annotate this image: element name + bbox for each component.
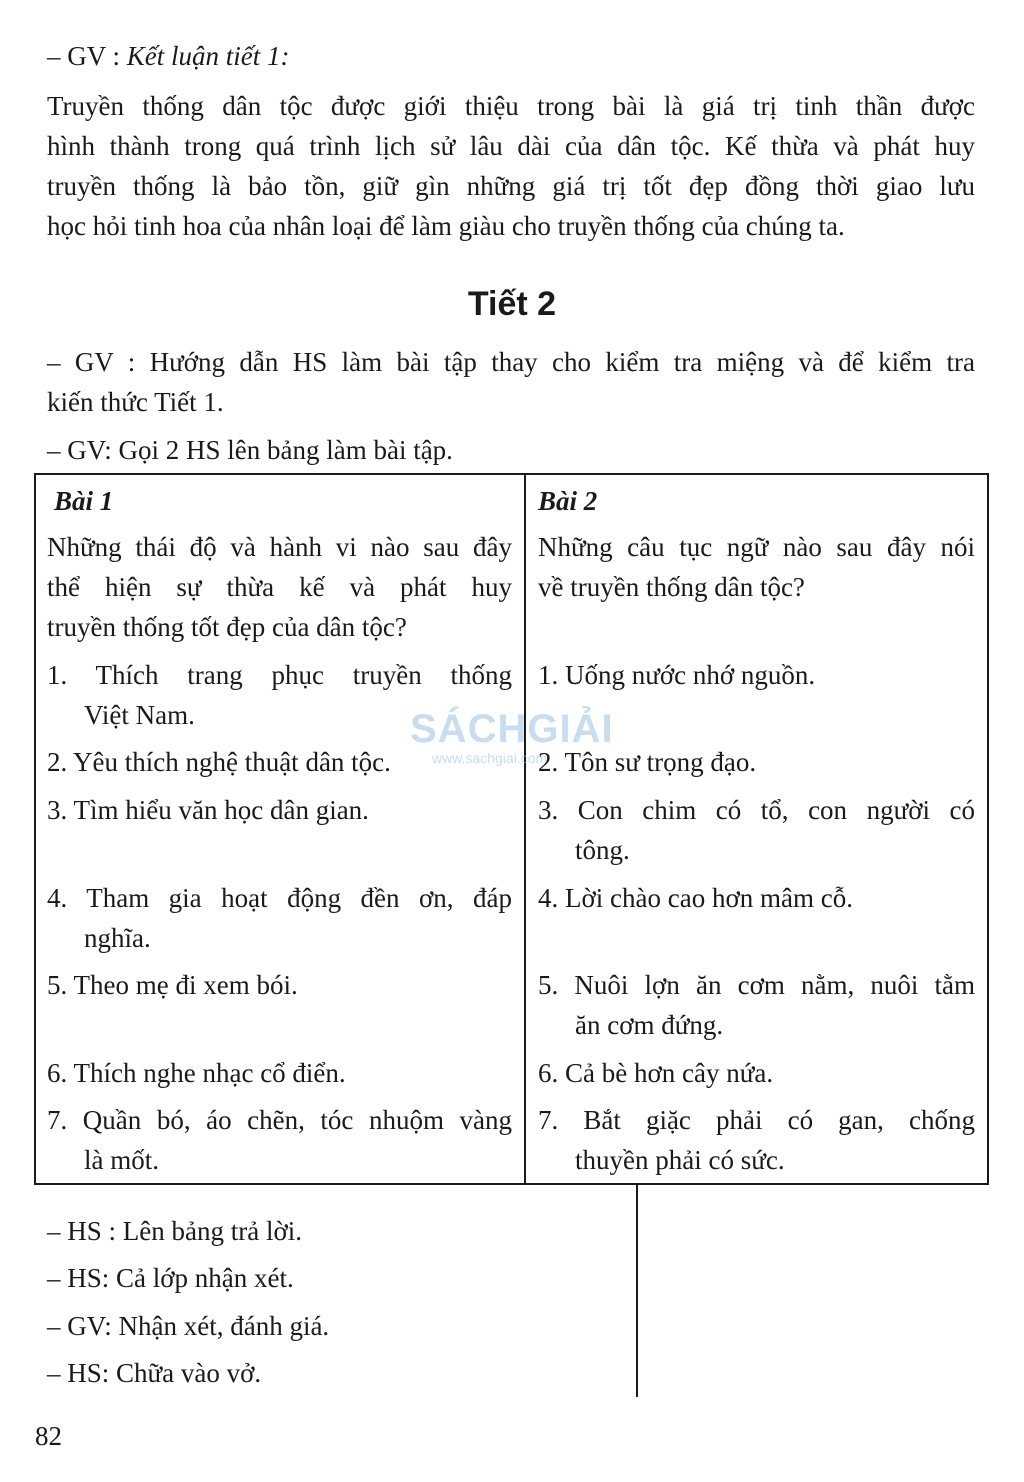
question-line: truyền thống tốt đẹp của dân tộc? (47, 612, 407, 642)
exercise-2-item-7-cont: thuyền phải có sức. (575, 1145, 785, 1175)
conclusion-line: học hỏi tinh hoa của nhân loại để làm giàu cho truyền thống của chúng ta. (47, 211, 845, 241)
gv-conclusion-label (47, 36, 975, 76)
watermark-url: www.sachgiai.com (432, 750, 548, 766)
conclusion-line: truyền thống là bảo tồn, giữ gìn những giá trị tốt đẹp đồng thời giao lưu (47, 171, 975, 201)
page-number: 82 (35, 1421, 62, 1451)
exercise-1-question (47, 527, 512, 647)
conclusion-line: hình thành trong quá trình lịch sử lâu dài của dân tộc. Kế thừa và phát huy (47, 131, 975, 161)
exercise-2-item-1: 1. Uống nước nhớ nguồn. (538, 660, 816, 690)
exercise-1-item-6: 6. Thích nghe nhạc cổ điển. (47, 1058, 346, 1088)
exercise-1-item-2: 2. Yêu thích nghệ thuật dân tộc. (47, 747, 391, 777)
exercise-1-header: Bài 1 (54, 486, 114, 516)
exercise-2-question (538, 527, 975, 607)
exercise-2-item-5-cont: ăn cơm đứng. (575, 1010, 724, 1040)
exercise-1-item-7-cont: là mốt. (84, 1145, 159, 1175)
table-border-bottom (34, 1183, 989, 1185)
section-title: Tiết 2 (467, 285, 557, 323)
question-line: Những thái độ và hành vi nào sau đây (47, 532, 512, 562)
table-border-top (34, 473, 989, 475)
exercise-1-item-4: 4. Tham gia hoạt động đền ơn, đáp (47, 883, 512, 913)
exercise-2-header: Bài 2 (538, 486, 598, 516)
exercise-1-item-5: 5. Theo mẹ đi xem bói. (47, 970, 298, 1000)
exercise-1-item-7: 7. Quần bó, áo chẽn, tóc nhuộm vàng (47, 1105, 512, 1135)
question-line: thể hiện sự thừa kế và phát huy (47, 572, 512, 602)
exercise-2-item-6: 6. Cả bè hơn cây nứa. (538, 1058, 774, 1088)
gv-conclusion-italic: Kết luận tiết 1: (126, 41, 290, 71)
exercise-2-item-4: 4. Lời chào cao hơn mâm cỗ. (538, 883, 853, 913)
exercise-2-item-7: 7. Bắt giặc phải có gan, chống (538, 1105, 975, 1135)
question-line: Những câu tục ngữ nào sau đây nói (538, 532, 975, 562)
after-line: – HS : Lên bảng trả lời. (47, 1216, 302, 1246)
instruction-line: kiến thức Tiết 1. (47, 387, 224, 417)
conclusion-line: Truyền thống dân tộc được giới thiệu trong bài là giá trị tinh thần được (47, 91, 975, 121)
table-divider (524, 473, 526, 1185)
exercise-2-item-5: 5. Nuôi lợn ăn cơm nằm, nuôi tằm (538, 970, 975, 1000)
call-students-line: – GV: Gọi 2 HS lên bảng làm bài tập. (47, 435, 453, 465)
exercise-2-item-2: 2. Tôn sư trọng đạo. (538, 747, 757, 777)
after-line: – HS: Cả lớp nhận xét. (47, 1263, 294, 1293)
exercise-2-item-3: 3. Con chim có tổ, con người có (538, 795, 975, 825)
exercise-1-item-1: 1. Thích trang phục truyền thống (47, 660, 512, 690)
instruction-line: – GV : Hướng dẫn HS làm bài tập thay cho kiểm tra miệng và để kiểm tra (47, 347, 975, 377)
exercise-1-item-3: 3. Tìm hiểu văn học dân gian. (47, 795, 369, 825)
watermark-brand: SÁCHGIẢI (410, 707, 614, 751)
table-border-right (987, 473, 989, 1185)
exercise-2-item-3-cont: tông. (575, 835, 630, 865)
table-border-left (34, 473, 36, 1185)
after-line: – HS: Chữa vào vở. (47, 1358, 262, 1388)
after-line: – GV: Nhận xét, đánh giá. (47, 1311, 330, 1341)
gv-prefix: – GV : (47, 41, 127, 71)
question-line: về truyền thống dân tộc? (538, 572, 805, 602)
exercise-1-item-1-cont: Việt Nam. (84, 700, 195, 730)
exercise-1-item-4-cont: nghĩa. (84, 923, 151, 953)
